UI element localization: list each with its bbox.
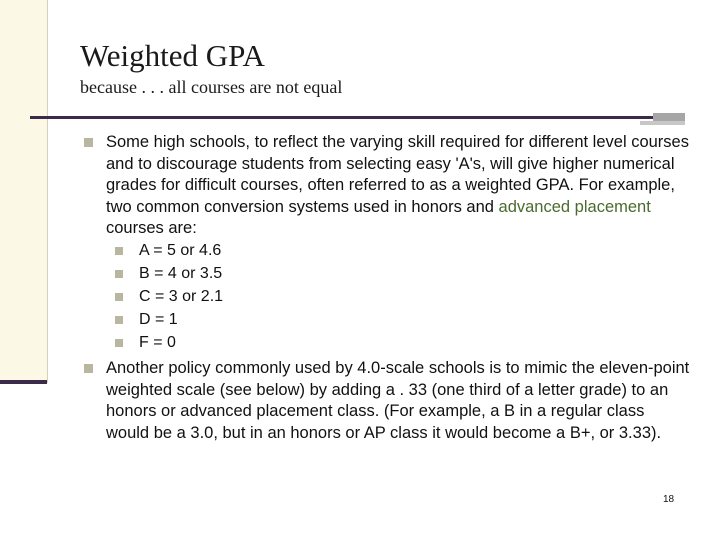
bullet-weighted-gpa <box>106 132 691 240</box>
conversion-item <box>139 287 223 307</box>
conversion-text: F = 0 <box>139 334 176 351</box>
bullet-square-icon <box>84 364 93 373</box>
conversion-item <box>139 264 222 284</box>
advanced-placement-highlight: advanced placement <box>498 197 651 216</box>
bullet-four-point-policy <box>106 358 691 444</box>
conversion-item <box>139 333 176 353</box>
sub-bullet-square-icon <box>115 247 123 255</box>
conversion-text: C = 3 or 2.1 <box>139 288 224 305</box>
sub-bullet-square-icon <box>115 270 123 278</box>
conversion-item <box>139 241 221 261</box>
slide-title: Weighted GPA <box>80 38 265 73</box>
conversion-text: A = 5 or 4.6 <box>139 242 222 259</box>
conversion-text: B = 4 or 3.5 <box>139 265 223 282</box>
conversion-text: D = 1 <box>139 311 178 328</box>
left-decor-bar <box>0 380 47 384</box>
sub-bullet-square-icon <box>115 339 123 347</box>
bullet-square-icon <box>84 138 93 147</box>
left-decor-panel <box>0 0 47 383</box>
left-decor-line <box>47 0 48 383</box>
sub-bullet-square-icon <box>115 293 123 301</box>
title-divider-accent-lower <box>640 121 685 125</box>
title-divider <box>30 116 653 119</box>
sub-bullet-square-icon <box>115 316 123 324</box>
slide-subtitle: because . . . all courses are not equal <box>80 77 343 97</box>
bullet-text-part1: Some high schools, to reflect the varying skill required for different level courses and to discourage students from selecting easy 'A's, will give higher numerical grades for difficult courses, often referred to as a weighted GPA. For example, two common conversion systems used in honors and <box>106 133 689 216</box>
bullet-text: Another policy commonly used by 4.0-scale schools is to mimic the eleven-point weighted scale (see below) by adding a . 33 (one third of a letter grade) to an honors or advanced placement class. (For example, a B in a regular class would be a 3.0, but in an honors or AP class it would become a B+, or 3.33). <box>106 359 690 442</box>
bullet-text-part2: courses are: <box>106 219 197 237</box>
conversion-item <box>139 310 178 330</box>
page-number: 18 <box>663 494 675 505</box>
